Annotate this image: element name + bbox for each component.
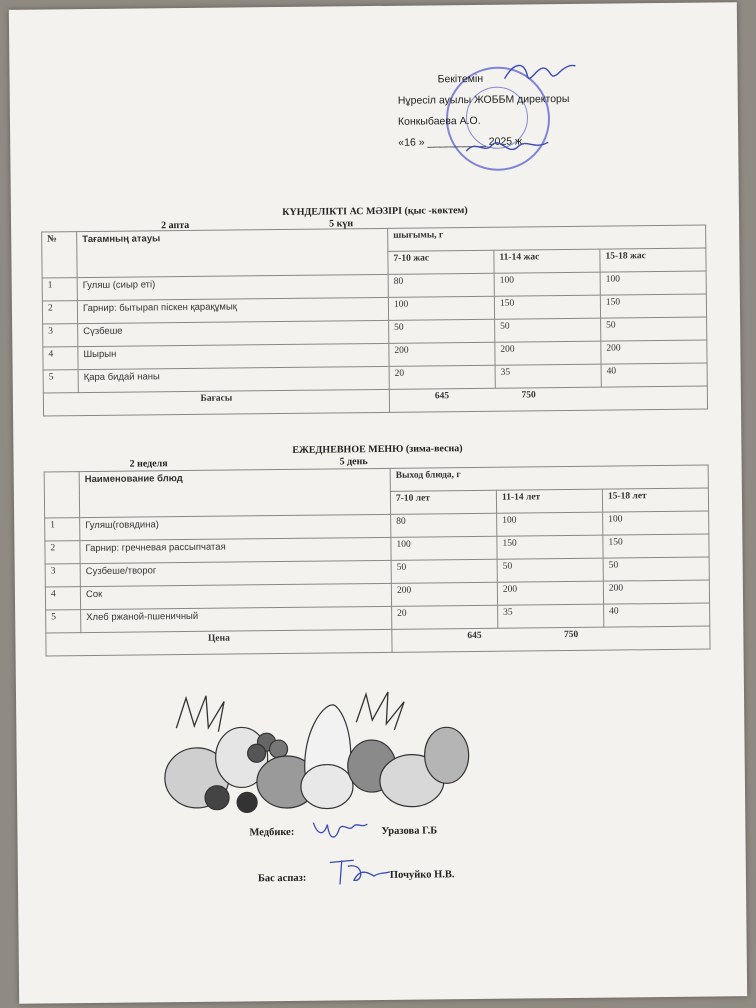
row-no: 2 <box>45 541 80 564</box>
row-value: 100 <box>497 512 603 536</box>
approval-line-2: Нұресіл ауылы ЖОББМ директоры <box>397 92 570 107</box>
row-value: 50 <box>391 559 497 583</box>
row-value: 50 <box>495 318 601 342</box>
row-dish: Сок <box>80 583 391 609</box>
header-dish-name: Тағамның атауы <box>77 228 388 277</box>
menu-ru-title: ЕЖЕДНЕВНОЕ МЕНЮ (зима-весна) <box>292 443 463 456</box>
row-value: 100 <box>391 536 497 560</box>
row-dish: Гуляш (сиыр еті) <box>77 274 388 300</box>
row-value: 20 <box>392 605 498 629</box>
row-no: 3 <box>43 324 78 347</box>
row-value: 80 <box>388 273 494 297</box>
header-output: шығымы, г <box>388 225 706 251</box>
row-value: 200 <box>495 341 601 365</box>
approval-line-1: Бекітемін <box>437 72 484 86</box>
row-dish: Хлеб ржаной-пшеничный <box>81 606 392 632</box>
row-no: 1 <box>45 518 80 541</box>
price-value-1: 645 <box>467 630 482 642</box>
header-age-1: 7-10 лет <box>390 490 496 514</box>
menu-ru-week: 2 неделя <box>129 458 168 470</box>
row-no: 5 <box>43 370 78 393</box>
header-age-3: 15-18 лет <box>602 488 708 512</box>
row-no: 2 <box>42 301 77 324</box>
row-value: 80 <box>391 513 497 537</box>
row-value: 200 <box>497 581 603 605</box>
row-value: 100 <box>494 272 600 296</box>
row-dish: Гарнир: гречневая рассыпчатая <box>80 537 391 563</box>
approval-line-3: Конкыбаева А.О. <box>397 114 481 128</box>
row-value: 200 <box>603 580 709 604</box>
price-label: Бағасы <box>43 389 389 416</box>
row-dish: Шырын <box>78 343 389 369</box>
nurse-name: Уразова Г.Б <box>381 825 438 837</box>
row-dish: Сүзбеше <box>78 320 389 346</box>
menu-kz-day: 5 күн <box>329 218 354 230</box>
header-output: Выход блюда, г <box>390 465 708 491</box>
row-value: 100 <box>600 271 706 295</box>
row-dish: Сузбеше/творог <box>80 560 391 586</box>
header-age-3: 15-18 жас <box>600 248 706 272</box>
header-age-2: 11-14 лет <box>496 489 602 513</box>
row-no: 5 <box>46 610 81 633</box>
date-signature <box>462 132 552 163</box>
row-value: 20 <box>389 365 495 389</box>
row-value: 150 <box>494 295 600 319</box>
row-no: 4 <box>43 347 78 370</box>
cook-label: Бас аспаз: <box>257 872 307 885</box>
row-no: 4 <box>45 587 80 610</box>
nurse-signature <box>309 814 369 843</box>
row-value: 200 <box>389 342 495 366</box>
row-value: 50 <box>601 317 707 341</box>
menu-ru-day: 5 день <box>339 456 368 468</box>
row-value: 150 <box>600 294 706 318</box>
row-value: 40 <box>601 363 707 387</box>
director-signature <box>499 56 579 87</box>
row-no: 1 <box>42 278 77 301</box>
price-values <box>389 386 707 412</box>
menu-kz-title: КҮНДЕЛІКТІ АС МӘЗІРІ (қыс -көктем) <box>282 205 468 218</box>
price-label: Цена <box>46 629 392 656</box>
row-value: 150 <box>603 534 709 558</box>
header-dish-name: Наименование блюд <box>79 468 390 517</box>
nurse-label: Медбике: <box>249 826 295 839</box>
approval-line-4: «16 » __________ 2025 ж. <box>398 135 526 149</box>
menu-kz-table <box>41 225 708 417</box>
row-dish: Қара бидай наны <box>78 366 389 392</box>
row-value: 200 <box>391 582 497 606</box>
price-value-2: 750 <box>563 629 579 641</box>
row-no: 3 <box>45 564 80 587</box>
document-page <box>9 2 747 1004</box>
cook-signature <box>324 852 394 889</box>
row-value: 50 <box>389 319 495 343</box>
row-value: 40 <box>604 603 710 627</box>
fruit-illustration <box>156 685 487 818</box>
cook-name: Почуйко Н.В. <box>389 869 455 881</box>
row-dish: Гарнир: бытырап піскен қарақұмық <box>77 297 388 323</box>
menu-kz-week: 2 апта <box>161 219 190 232</box>
row-value: 50 <box>603 557 709 581</box>
row-value: 100 <box>388 296 494 320</box>
header-age-2: 11-14 жас <box>494 249 600 273</box>
row-value: 50 <box>497 558 603 582</box>
price-value-1: 645 <box>434 391 450 402</box>
price-values <box>392 626 710 652</box>
header-no <box>44 472 79 518</box>
row-value: 35 <box>495 364 601 388</box>
row-value: 100 <box>603 511 709 535</box>
row-value: 150 <box>497 535 603 559</box>
header-no: № <box>42 232 77 278</box>
row-value: 200 <box>601 340 707 364</box>
row-value: 35 <box>498 604 604 628</box>
row-dish: Гуляш(говядина) <box>80 514 391 540</box>
header-age-1: 7-10 жас <box>388 250 494 274</box>
price-value-2: 750 <box>521 390 536 401</box>
menu-ru-table <box>44 465 711 657</box>
